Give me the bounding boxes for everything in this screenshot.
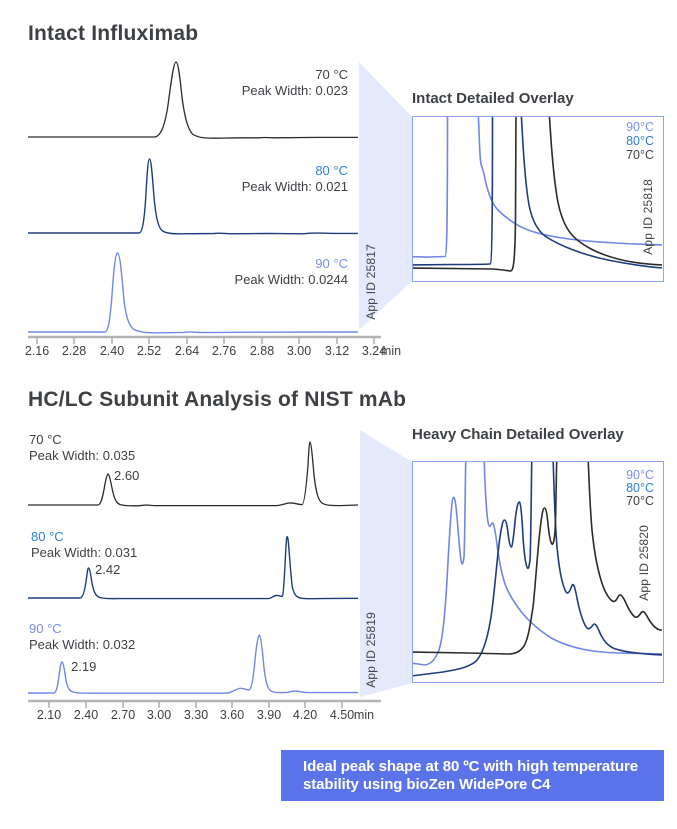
s2-tick: 3.60 xyxy=(219,708,245,722)
section2-chromatograms xyxy=(28,420,400,720)
s2-tick: 4.20 xyxy=(292,708,318,722)
s2-tick: 3.00 xyxy=(146,708,172,722)
overlay-trace-90c xyxy=(413,117,662,257)
legend-70c: 70°C xyxy=(626,148,654,162)
s1-overlay-traces xyxy=(413,117,662,280)
section2-title: HC/LC Subunit Analysis of NIST mAb xyxy=(28,388,407,411)
s2-t2-peak-width: Peak Width: 0.031 xyxy=(31,545,138,560)
s1-overlay-app-id: App ID 25818 xyxy=(641,179,655,255)
s1-tick: 2.28 xyxy=(61,344,87,358)
s2-t2-temp: 80 °C xyxy=(31,529,64,544)
s2-app-id: App ID 25819 xyxy=(364,612,378,688)
s1-tick: 2.76 xyxy=(211,344,237,358)
x-axis-ticks xyxy=(37,338,374,344)
s2-tick: 4.50 xyxy=(329,708,355,722)
s1-tick: 2.52 xyxy=(136,344,162,358)
s1-tick: 2.16 xyxy=(24,344,50,358)
s2-t3-rt: 2.19 xyxy=(71,659,97,674)
conclusion-banner xyxy=(281,750,664,801)
s1-t1-temp: 70 °C xyxy=(315,67,348,82)
s2-overlay-app-id: App ID 25820 xyxy=(637,525,651,601)
s2-tick: 3.30 xyxy=(183,708,209,722)
s2-t3-temp: 90 °C xyxy=(29,621,62,636)
s1-tick: 3.00 xyxy=(286,344,312,358)
overlay-trace-80c xyxy=(413,117,662,268)
conclusion-text: Ideal peak shape at 80 ºC with high temperature stability using bioZen WidePore C4 xyxy=(303,758,639,793)
s1-tick: 3.24 xyxy=(361,344,387,358)
s1-t2-temp: 80 °C xyxy=(315,163,348,178)
s2-overlay-traces xyxy=(413,462,662,681)
s1-tick: 2.40 xyxy=(99,344,125,358)
s2-tick: 3.90 xyxy=(256,708,282,722)
s2-axis-unit: min xyxy=(353,708,375,722)
section1-chromatograms xyxy=(28,55,400,360)
s1-overlay-panel xyxy=(412,116,664,282)
section1-title: Intact Influximab xyxy=(28,22,199,45)
overlay-trace-70c xyxy=(413,117,662,271)
legend-90c: 90°C xyxy=(626,468,654,482)
overlay-trace-70c xyxy=(413,462,662,654)
s1-axis-unit: min xyxy=(380,344,402,358)
legend-70c: 70°C xyxy=(626,494,654,508)
overlay-trace-80c xyxy=(413,462,662,676)
legend-80c: 80°C xyxy=(626,481,654,495)
s2-tick: 2.40 xyxy=(73,708,99,722)
s2-overlay-title: Heavy Chain Detailed Overlay xyxy=(412,426,624,443)
s1-t3-temp: 90 °C xyxy=(315,256,348,271)
s2-tick: 2.10 xyxy=(36,708,62,722)
s1-tick: 2.88 xyxy=(249,344,275,358)
s2-t2-rt: 2.42 xyxy=(95,562,121,577)
s2-overlay-panel xyxy=(412,461,664,683)
s1-app-id: App ID 25817 xyxy=(364,244,378,320)
s2-t1-temp: 70 °C xyxy=(29,432,62,447)
legend-80c: 80°C xyxy=(626,134,654,148)
s2-t1-rt: 2.60 xyxy=(114,468,140,483)
s2-t3-peak-width: Peak Width: 0.032 xyxy=(29,637,136,652)
s1-t1-peak-width: Peak Width: 0.023 xyxy=(241,83,348,98)
s1-overlay-title: Intact Detailed Overlay xyxy=(412,90,574,107)
s1-tick: 2.64 xyxy=(174,344,200,358)
s1-tick: 3.12 xyxy=(324,344,350,358)
s2-tick: 2.70 xyxy=(110,708,136,722)
s1-t3-peak-width: Peak Width: 0.0244 xyxy=(234,272,348,287)
s2-t1-peak-width: Peak Width: 0.035 xyxy=(29,448,136,463)
legend-90c: 90°C xyxy=(626,120,654,134)
s1-t2-peak-width: Peak Width: 0.021 xyxy=(241,179,348,194)
